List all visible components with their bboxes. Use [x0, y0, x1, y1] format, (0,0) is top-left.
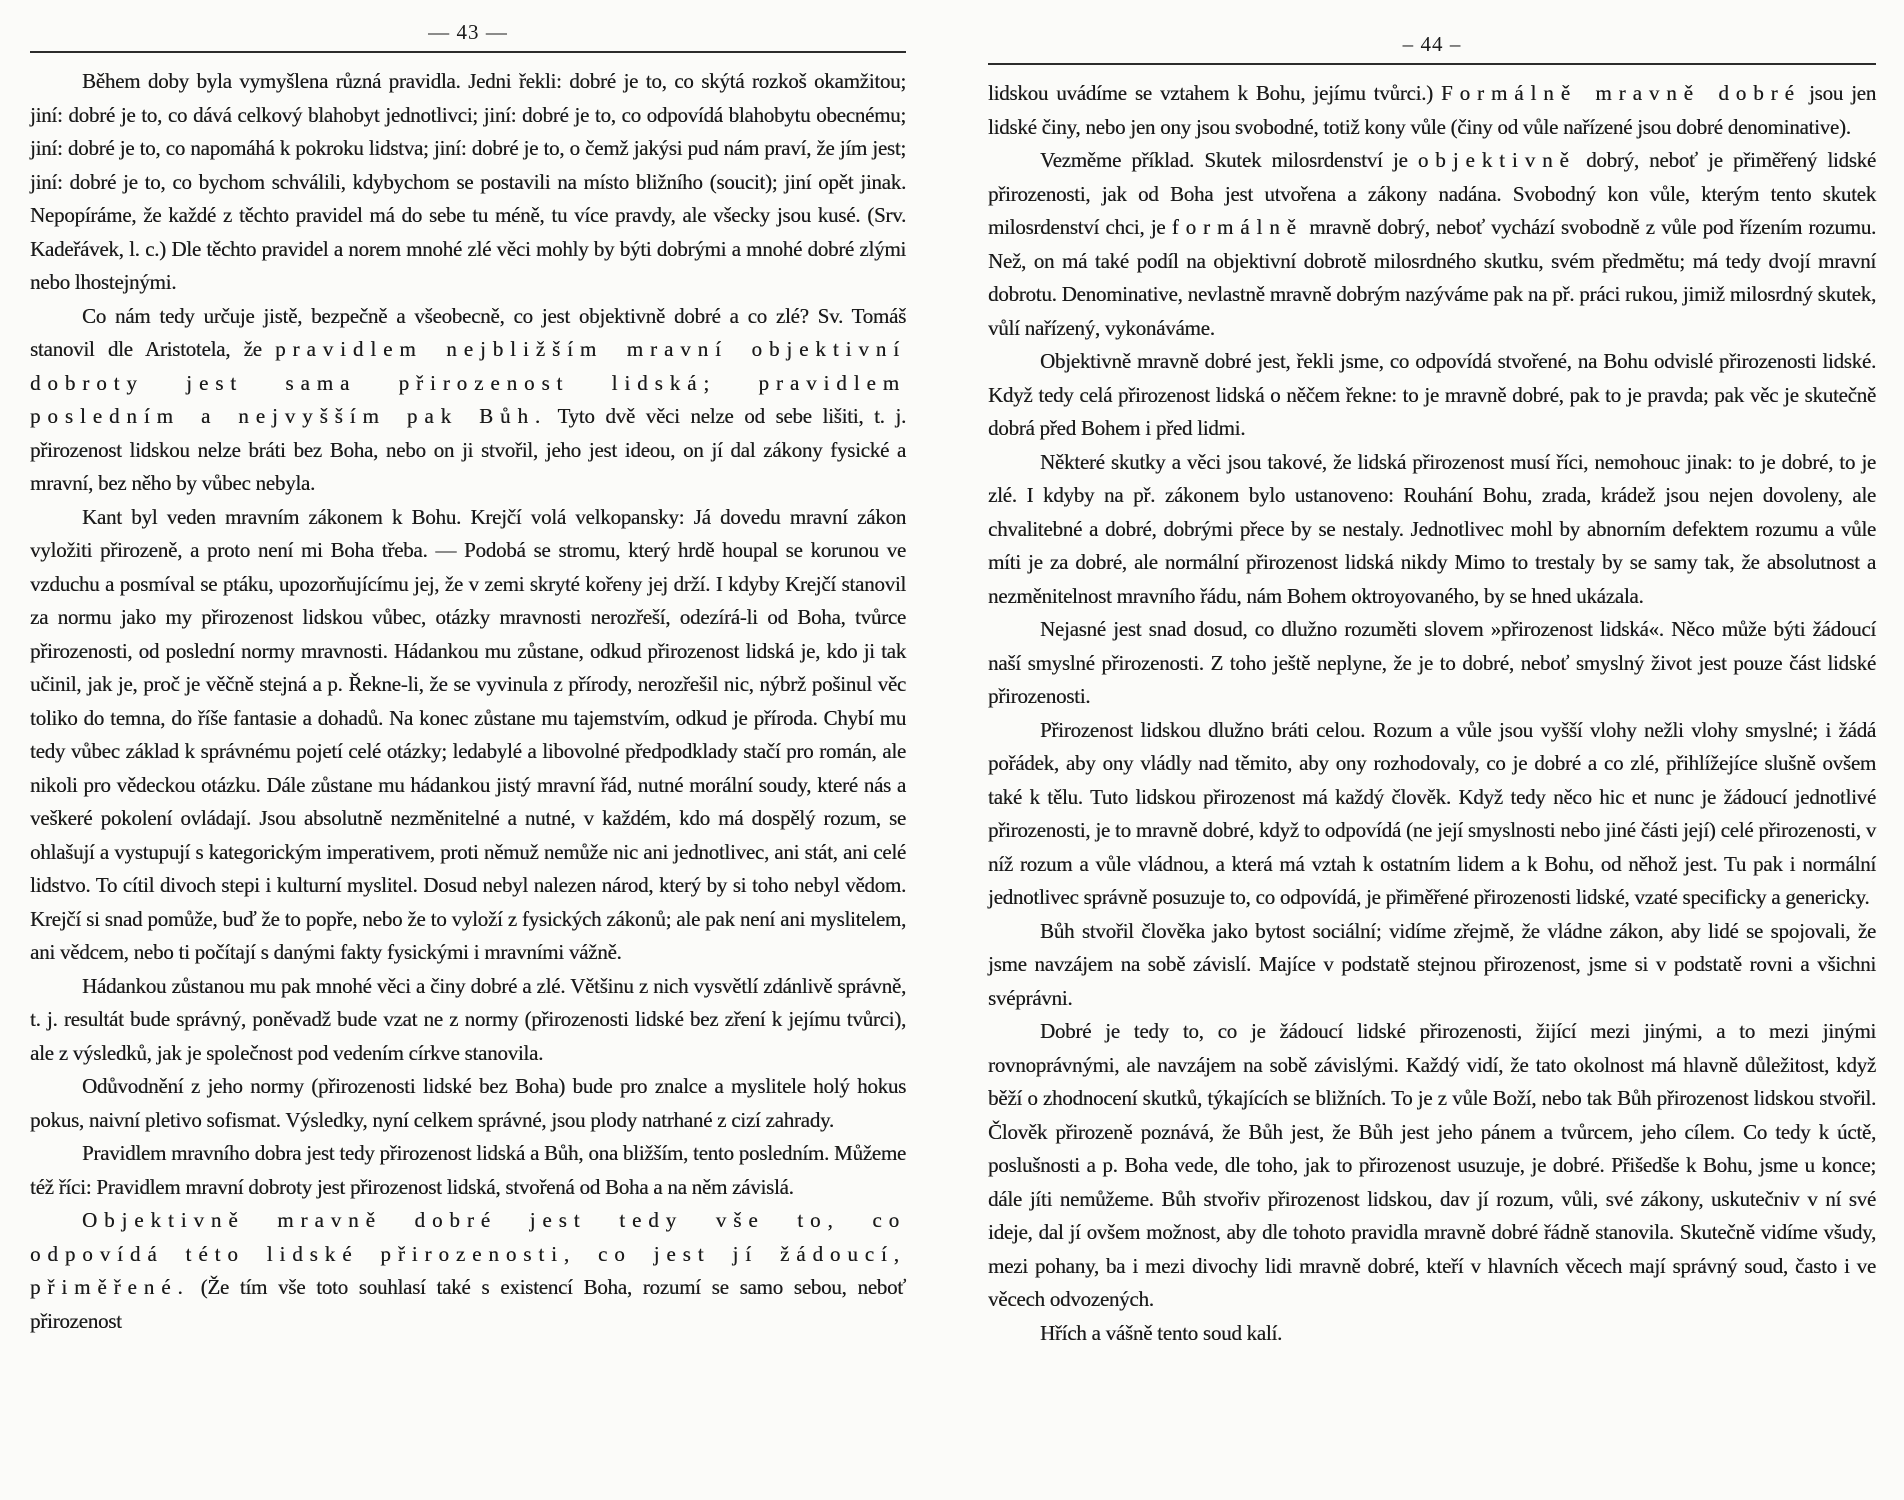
body-text: Vezměme příklad. Skutek milosrdenství je: [1040, 148, 1418, 172]
paragraph: [30, 1137, 906, 1204]
paragraph: [30, 970, 906, 1071]
paragraph: [30, 1204, 906, 1338]
body-text: Nejasné jest snad dosud, co dlužno rozuměti slovem »přirozenost lidská«. Něco může býti žádoucí naší smyslné přirozenosti. Z toho ještě neplyne, že je to dobré, neboť smyslný život jest pouze část lidské přirozenosti.: [988, 617, 1876, 708]
body-text: Některé skutky a věci jsou takové, že lidská přirozenost musí říci, nemohouc jinak: to je dobré, to je zlé. I kdyby na př. zákonem bylo ustanoveno: Rouhání Bohu, zrada, krádež jsou nejen dovoleny, ale chvalitebné a dobré, dobrými přece by se nestaly. Jednotlivec mohl by abnorním defektem rozumu a vůle míti je za dobré, ale normální přirozenost lidská nikdy Mimo to trestaly by se samy tak, že absolutnost a nezměnitelnost mravního řádu, nám Bohem oktroyovaného, by se hned ukázala.: [988, 449, 1876, 608]
page-44: [988, 0, 1876, 1350]
page-44-text-block: [988, 77, 1876, 1350]
paragraph: [30, 501, 906, 970]
body-text: jsou jen lidské činy, nebo jen ony jsou svobodné, totiž kony vůle (činy od vůle nařízené jsou dobré denominative).: [988, 81, 1876, 139]
emphasized-letterspaced-text: formálně: [1171, 215, 1303, 239]
body-text: Hřích a vášně tento soud kalí.: [1040, 1320, 1283, 1345]
page-number-left: — 43 —: [428, 20, 508, 44]
body-text: Co nám tedy určuje jistě, bezpečně a všeobecně, co jest objektivně dobré a co zlé? Sv. Tomáš stanovil dle Aristotela, že: [30, 303, 906, 361]
body-text: Bůh stvořil člověka jako bytost sociální; vidíme zřejmě, že vládne zákon, aby lidé se spojovali, že jsme navzájem na sobě závislí. Majíce v podstatě stejnou přirozenost, jsme si v podstatě rovni a všichni svéprávni.: [988, 918, 1876, 1010]
paragraph: [988, 1317, 1876, 1351]
body-text: Odůvodnění z jeho normy (přirozenosti lidské bez Boha) bude pro znalce a myslitele holý hokus pokus, naivní pletivo sofismat. Výsledky, nyní celkem správné, jsou plody natrhané z cizí zahrady.: [30, 1074, 906, 1132]
paragraph: [988, 446, 1876, 614]
page-43: [30, 0, 906, 1338]
paragraph: [988, 915, 1876, 1016]
body-text: Objektivně mravně dobré jest, řekli jsme, co odpovídá stvořené, na Bohu odvislé přirozenosti lidské. Když tedy celá přirozenost lidská o něčem řekne: to je mravně dobré, pak to je pravda; pak věc je skutečně dobrá před Bohem i před lidmi.: [988, 349, 1876, 440]
emphasized-letterspaced-text: objektivně: [1417, 148, 1576, 172]
paragraph: [988, 345, 1876, 446]
paragraph: [988, 714, 1876, 915]
paragraph: [988, 613, 1876, 714]
body-text: Tyto dvě věci nelze od sebe lišiti, t. j. přirozenost lidskou nelze bráti bez Boha, nebo on ji stvořil, jeho jest ideou, on jí dal zákony fysické a mravní, bez něho by vůbec nebyla.: [30, 404, 906, 495]
body-text: mravně dobrý, neboť vychází svobodně z vůle pod řízením rozumu. Než, on má také podíl na objektivní dobrotě milosrdného skutku, svém předmětu; má tedy dvojí mravní dobrotu. Denominative, nevlastně mravně dobrým nazýváme pak na př. práci rukou, jimiž milosrdný skutek, vůlí nařízený, vykonáváme.: [988, 215, 1876, 340]
body-text: Během doby byla vymyšlena různá pravidla. Jedni řekli: dobré je to, co skýtá rozkoš okamžitou; jiní: dobré je to, co dává celkový blahobyt jednotlivci; jiní: dobré je to, co odpovídá blahobytu obecnému; jiní: dobré je to, co napomáhá k pokroku lidstva; jiní: dobré je to, o čemž jakýsi pud nám praví, že jím jest; jiní: dobré je to, co bychom schválili, kdybychom se postavili na místo bližního (soucit); jiní opět jinak. Nepopíráme, že každé z těchto pravidel má do sebe tu méně, tu více pravdy, ale všecky jsou kusé. (Srv. Kadeřávek, l. c.) Dle těchto pravidel a norem mnohé zlé věci mohly by býti dobrými a mnohé dobré zlými nebo lhostejnými.: [30, 69, 906, 294]
body-text: lidskou uvádíme se vztahem k Bohu, jejímu tvůrci.): [988, 81, 1442, 105]
paragraph: [988, 144, 1876, 345]
page-43-text-block: [30, 65, 906, 1338]
paragraph: [30, 1070, 906, 1137]
body-text: Kant byl veden mravním zákonem k Bohu. Krejčí volá velkopansky: Já dovedu mravní zákon vyložiti přirozeně, a proto není mi Boha třeba. — Podobá se stromu, který hrdě houpal se korunou ve vzduchu a posmíval se ptáku, upozorňujícímu jej, že v zemi skryté kořeny jej drží. I kdyby Krejčí stanovil za normu jako my přirozenost lidskou vůbec, otázky mravnosti nerozřeší, odezírá-li od Boha, tvůrce přirozenosti, od poslední normy mravnosti. Hádankou mu zůstane, odkud přirozenost lidská je, kdo ji tak učinil, jak je, proč je věčně stejná a p. Řekne-li, že se vyvinula z přírody, nerozřešil nic, nýbrž pošinul věc toliko do temna, do říše fantasie a dohadů. Na konec zůstane mu tajemstvím, odkud je příroda. Chybí mu tedy vůbec základ k správnému pojetí celé otázky; ledabylé a libovolné předpodklady stačí pro román, ale nikoli pro vědeckou otázku. Dále zůstane mu hádankou jistý mravní řád, nutné morální soudy, které nás a veškeré pokolení ovládají. Jsou absolutně nezměnitelné a nutné, v každém, kdo má dospělý rozum, se ohlašují a vystupují s kategorickým imperativem, proti němuž nemůže nic ani jednotlivec, ani stát, ani celé lidstvo. To cítil divoch stepi i kulturní myslitel. Dosud nebyl nalezen národ, který by si toho nebyl vědom. Krejčí si snad pomůže, buď že to popře, nebo že to vyloží z fysických zákonů; ale pak není ani myslitelem, ani vědcem, nebo ti počítají s danými fakty fysickými i mravními vážně.: [30, 504, 906, 964]
body-text: dobrý, neboť je přiměřený lidské přirozenosti, jak od Boha jest utvořena a zákony nadána. Svobodný kon vůle, kterým tento skutek milosrdenství chci, je: [988, 148, 1876, 239]
emphasized-letterspaced-text: Objektivně mravně dobré jest tedy vše to, co odpovídá této lidské přirozenosti, co jest jí žádoucí, přiměřené.: [30, 1208, 906, 1299]
emphasized-letterspaced-text: Formálně mravně dobré: [1441, 81, 1801, 105]
header-rule-right: [988, 63, 1876, 65]
body-text: Pravidlem mravního dobra jest tedy přirozenost lidská a Bůh, ona bližším, tento posledním. Můžeme též říci: Pravidlem mravní dobroty jest přirozenost lidská, stvořená od Boha a na něm závislá.: [30, 1141, 906, 1199]
paragraph: [988, 77, 1876, 144]
body-text: Hádankou zůstanou mu pak mnohé věci a činy dobré a zlé. Většinu z nich vysvětlí zdánlivě správně, t. j. resultát bude správný, poněvadž bude vzat ne z normy (přirozenosti lidské bez zření k jejímu tvůrci), ale z výsledků, jak je společnost pod vedením církve stanovila.: [30, 973, 906, 1065]
emphasized-letterspaced-text: pravidlem nejbližším mravní objektivní dobroty jest sama přirozenost lidská; pravidlem posledním a nejvyšším pak Bůh.: [30, 337, 907, 428]
body-text: (Že tím vše toto souhlasí také s existencí Boha, rozumí se samo sebou, neboť přirozenost: [30, 1275, 906, 1333]
body-text: Dobré je tedy to, co je žádoucí lidské přirozenosti, žijící mezi jinými, a to mezi jinými rovnoprávnými, ale navzájem na sobě závislými. Každý vidí, že tato okolnost má hlavně důležitost, když běží o zhodnocení skutků, týkajících se bližních. To je z vůle Boží, nebo tak Bůh přirozenost lidskou stvořil. Člověk přirozeně poznává, že Bůh jest, že Bůh jest jeho pánem a tvůrcem, jeho cílem. Co tedy k úctě, poslušnosti a p. Boha vede, dle toho, jak to přirozenost usuzuje, je dobré. Přišedše k Bohu, jsme u konce; dále jíti nemůžeme. Bůh stvořiv přirozenost lidskou, dav jí rozum, vůli, své zákony, uskutečniv v ní své ideje, dal jí ovšem možnost, aby dle tohoto pravidla mravně dobré řádně stanovila. Skutečně vidíme všudy, mezi pohany, ba i mezi divochy lidi mravně dobré, kteří v hlavních věcech mají správný soud, často i ve věcech odvozených.: [988, 1019, 1876, 1311]
body-text: Přirozenost lidskou dlužno bráti celou. Rozum a vůle jsou vyšší vlohy nežli vlohy smyslné; i žádá pořádek, aby ony vládly nad těmito, aby ony rozhodovaly, co je dobré a co zlé, přihlížejíce slušně ovšem také k tělu. Tuto lidskou přirozenost má každý člověk. Když tedy něco hic et nunc je žádoucí jednotlivé přirozenosti, je to mravně dobré, když to odpovídá (ne její smyslnosti nebo jiné části její) celé přirozenosti, v níž rozum a vůle vládnou, a která má vztah k ostatním lidem a k Bohu, od něhož jest. Tu pak i normální jednotlivec správně posuzuje to, co odpovídá, je přiměřené přirozenosti lidské, vzaté specificky a genericky.: [988, 717, 1876, 909]
page-number-right: – 44 –: [1402, 32, 1462, 56]
paragraph: [30, 65, 906, 300]
header-rule-left: [30, 51, 906, 53]
paragraph: [30, 300, 906, 501]
paragraph: [988, 1015, 1876, 1317]
